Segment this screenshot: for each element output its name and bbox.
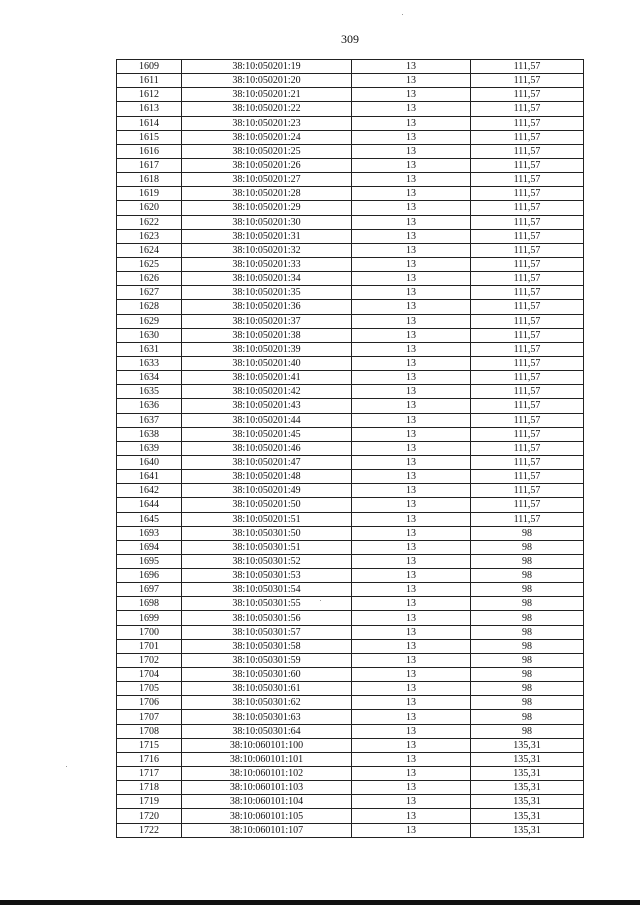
- count-cell: 13: [352, 611, 471, 625]
- value-cell: 98: [471, 583, 584, 597]
- count-cell: 13: [352, 173, 471, 187]
- table-row: [117, 484, 584, 498]
- value-cell: 98: [471, 554, 584, 568]
- row-number-cell: 1620: [117, 201, 182, 215]
- value-cell: 111,57: [471, 74, 584, 88]
- table-row: [117, 300, 584, 314]
- count-cell: 13: [352, 569, 471, 583]
- row-number-cell: 1619: [117, 187, 182, 201]
- cadastral-number-cell: 38:10:050301:59: [182, 653, 352, 667]
- row-number-cell: 1624: [117, 243, 182, 257]
- count-cell: 13: [352, 116, 471, 130]
- cadastral-number-cell: 38:10:050201:44: [182, 413, 352, 427]
- value-cell: 98: [471, 625, 584, 639]
- value-cell: 111,57: [471, 371, 584, 385]
- table-row: [117, 569, 584, 583]
- count-cell: 13: [352, 795, 471, 809]
- table-row: [117, 639, 584, 653]
- table-row: [117, 413, 584, 427]
- cadastral-number-cell: 38:10:050201:41: [182, 371, 352, 385]
- value-cell: 135,31: [471, 795, 584, 809]
- table-row: [117, 272, 584, 286]
- row-number-cell: 1642: [117, 484, 182, 498]
- cadastral-number-cell: 38:10:060101:102: [182, 767, 352, 781]
- row-number-cell: 1616: [117, 144, 182, 158]
- row-number-cell: 1707: [117, 710, 182, 724]
- cadastral-number-cell: 38:10:060101:107: [182, 823, 352, 837]
- row-number-cell: 1613: [117, 102, 182, 116]
- cadastral-number-cell: 38:10:050201:27: [182, 173, 352, 187]
- cadastral-number-cell: 38:10:050301:55: [182, 597, 352, 611]
- count-cell: 13: [352, 215, 471, 229]
- table-row: [117, 187, 584, 201]
- count-cell: 13: [352, 272, 471, 286]
- row-number-cell: 1698: [117, 597, 182, 611]
- table-row: [117, 809, 584, 823]
- value-cell: 135,31: [471, 823, 584, 837]
- cadastral-number-cell: 38:10:050301:56: [182, 611, 352, 625]
- value-cell: 135,31: [471, 809, 584, 823]
- value-cell: 111,57: [471, 88, 584, 102]
- value-cell: 135,31: [471, 738, 584, 752]
- row-number-cell: 1618: [117, 173, 182, 187]
- value-cell: 111,57: [471, 470, 584, 484]
- count-cell: 13: [352, 639, 471, 653]
- row-number-cell: 1611: [117, 74, 182, 88]
- table-row: [117, 60, 584, 74]
- cadastral-number-cell: 38:10:050301:63: [182, 710, 352, 724]
- count-cell: 13: [352, 286, 471, 300]
- value-cell: 111,57: [471, 102, 584, 116]
- cadastral-number-cell: 38:10:050201:35: [182, 286, 352, 300]
- count-cell: 13: [352, 413, 471, 427]
- row-number-cell: 1704: [117, 668, 182, 682]
- count-cell: 13: [352, 470, 471, 484]
- cadastral-number-cell: 38:10:050201:24: [182, 130, 352, 144]
- row-number-cell: 1633: [117, 356, 182, 370]
- value-cell: 111,57: [471, 314, 584, 328]
- cadastral-number-cell: 38:10:050201:23: [182, 116, 352, 130]
- value-cell: 111,57: [471, 356, 584, 370]
- cadastral-number-cell: 38:10:060101:105: [182, 809, 352, 823]
- value-cell: 98: [471, 569, 584, 583]
- cadastral-number-cell: 38:10:050301:57: [182, 625, 352, 639]
- table-row: [117, 385, 584, 399]
- row-number-cell: 1640: [117, 455, 182, 469]
- count-cell: 13: [352, 597, 471, 611]
- cadastral-number-cell: 38:10:050301:64: [182, 724, 352, 738]
- row-number-cell: 1694: [117, 540, 182, 554]
- page-number: 309: [341, 32, 359, 46]
- count-cell: 13: [352, 300, 471, 314]
- count-cell: 13: [352, 88, 471, 102]
- value-cell: 111,57: [471, 257, 584, 271]
- table-row: [117, 738, 584, 752]
- cadastral-number-cell: 38:10:050201:46: [182, 441, 352, 455]
- table-row: [117, 130, 584, 144]
- value-cell: 98: [471, 540, 584, 554]
- value-cell: 111,57: [471, 441, 584, 455]
- row-number-cell: 1715: [117, 738, 182, 752]
- count-cell: 13: [352, 767, 471, 781]
- row-number-cell: 1617: [117, 158, 182, 172]
- row-number-cell: 1719: [117, 795, 182, 809]
- row-number-cell: 1634: [117, 371, 182, 385]
- count-cell: 13: [352, 710, 471, 724]
- cadastral-number-cell: 38:10:050301:52: [182, 554, 352, 568]
- cadastral-number-cell: 38:10:050201:49: [182, 484, 352, 498]
- table-row: [117, 795, 584, 809]
- table-row: [117, 144, 584, 158]
- table-row: [117, 399, 584, 413]
- value-cell: 111,57: [471, 173, 584, 187]
- table-row: [117, 498, 584, 512]
- count-cell: 13: [352, 60, 471, 74]
- cadastral-number-cell: 38:10:060101:100: [182, 738, 352, 752]
- count-cell: 13: [352, 583, 471, 597]
- count-cell: 13: [352, 144, 471, 158]
- value-cell: 98: [471, 668, 584, 682]
- table-body: [117, 60, 584, 838]
- row-number-cell: 1700: [117, 625, 182, 639]
- cadastral-number-cell: 38:10:050201:34: [182, 272, 352, 286]
- table-row: [117, 653, 584, 667]
- cadastral-number-cell: 38:10:050201:19: [182, 60, 352, 74]
- row-number-cell: 1718: [117, 781, 182, 795]
- value-cell: 111,57: [471, 427, 584, 441]
- table-row: [117, 512, 584, 526]
- count-cell: 13: [352, 554, 471, 568]
- value-cell: 135,31: [471, 767, 584, 781]
- cadastral-number-cell: 38:10:050201:20: [182, 74, 352, 88]
- row-number-cell: 1645: [117, 512, 182, 526]
- table-row: [117, 540, 584, 554]
- table-row: [117, 215, 584, 229]
- cadastral-number-cell: 38:10:050201:30: [182, 215, 352, 229]
- row-number-cell: 1625: [117, 257, 182, 271]
- cadastral-number-cell: 38:10:050201:39: [182, 342, 352, 356]
- table-row: [117, 554, 584, 568]
- value-cell: 111,57: [471, 328, 584, 342]
- row-number-cell: 1708: [117, 724, 182, 738]
- cadastral-number-cell: 38:10:050301:60: [182, 668, 352, 682]
- table-row: [117, 158, 584, 172]
- row-number-cell: 1695: [117, 554, 182, 568]
- row-number-cell: 1717: [117, 767, 182, 781]
- value-cell: 98: [471, 724, 584, 738]
- value-cell: 111,57: [471, 60, 584, 74]
- cadastral-number-cell: 38:10:050301:51: [182, 540, 352, 554]
- count-cell: 13: [352, 371, 471, 385]
- table-row: [117, 781, 584, 795]
- row-number-cell: 1626: [117, 272, 182, 286]
- row-number-cell: 1614: [117, 116, 182, 130]
- table-row: [117, 88, 584, 102]
- row-number-cell: 1702: [117, 653, 182, 667]
- table-row: [117, 257, 584, 271]
- table-row: [117, 696, 584, 710]
- value-cell: 98: [471, 597, 584, 611]
- count-cell: 13: [352, 229, 471, 243]
- cadastral-number-cell: 38:10:050201:47: [182, 455, 352, 469]
- row-number-cell: 1706: [117, 696, 182, 710]
- table-row: [117, 710, 584, 724]
- count-cell: 13: [352, 738, 471, 752]
- value-cell: 111,57: [471, 498, 584, 512]
- cadastral-number-cell: 38:10:050201:26: [182, 158, 352, 172]
- cadastral-number-cell: 38:10:050201:38: [182, 328, 352, 342]
- table-row: [117, 342, 584, 356]
- value-cell: 135,31: [471, 781, 584, 795]
- table-row: [117, 243, 584, 257]
- cadastral-number-cell: 38:10:050201:42: [182, 385, 352, 399]
- table-row: [117, 427, 584, 441]
- cadastral-number-cell: 38:10:060101:101: [182, 752, 352, 766]
- table-row: [117, 470, 584, 484]
- count-cell: 13: [352, 187, 471, 201]
- data-table: [116, 59, 584, 838]
- count-cell: 13: [352, 526, 471, 540]
- row-number-cell: 1627: [117, 286, 182, 300]
- cadastral-number-cell: 38:10:050201:43: [182, 399, 352, 413]
- row-number-cell: 1701: [117, 639, 182, 653]
- row-number-cell: 1636: [117, 399, 182, 413]
- count-cell: 13: [352, 130, 471, 144]
- count-cell: 13: [352, 427, 471, 441]
- row-number-cell: 1720: [117, 809, 182, 823]
- scan-speck: [320, 600, 321, 601]
- table-row: [117, 201, 584, 215]
- count-cell: 13: [352, 342, 471, 356]
- cadastral-number-cell: 38:10:050201:40: [182, 356, 352, 370]
- count-cell: 13: [352, 243, 471, 257]
- cadastral-number-cell: 38:10:050201:33: [182, 257, 352, 271]
- row-number-cell: 1699: [117, 611, 182, 625]
- count-cell: 13: [352, 823, 471, 837]
- row-number-cell: 1641: [117, 470, 182, 484]
- value-cell: 111,57: [471, 455, 584, 469]
- value-cell: 111,57: [471, 399, 584, 413]
- value-cell: 111,57: [471, 116, 584, 130]
- cadastral-number-cell: 38:10:050201:32: [182, 243, 352, 257]
- row-number-cell: 1644: [117, 498, 182, 512]
- value-cell: 98: [471, 611, 584, 625]
- value-cell: 111,57: [471, 144, 584, 158]
- count-cell: 13: [352, 668, 471, 682]
- table-row: [117, 371, 584, 385]
- table-row: [117, 455, 584, 469]
- table-row: [117, 526, 584, 540]
- count-cell: 13: [352, 201, 471, 215]
- row-number-cell: 1722: [117, 823, 182, 837]
- cadastral-number-cell: 38:10:050201:36: [182, 300, 352, 314]
- row-number-cell: 1622: [117, 215, 182, 229]
- table-row: [117, 597, 584, 611]
- count-cell: 13: [352, 356, 471, 370]
- cadastral-number-cell: 38:10:050201:45: [182, 427, 352, 441]
- cadastral-number-cell: 38:10:050301:62: [182, 696, 352, 710]
- count-cell: 13: [352, 102, 471, 116]
- cadastral-number-cell: 38:10:050301:53: [182, 569, 352, 583]
- count-cell: 13: [352, 455, 471, 469]
- row-number-cell: 1697: [117, 583, 182, 597]
- value-cell: 111,57: [471, 215, 584, 229]
- scan-speck: [402, 14, 403, 15]
- row-number-cell: 1693: [117, 526, 182, 540]
- table-row: [117, 752, 584, 766]
- row-number-cell: 1637: [117, 413, 182, 427]
- table-row: [117, 767, 584, 781]
- table-row: [117, 173, 584, 187]
- value-cell: 98: [471, 682, 584, 696]
- count-cell: 13: [352, 696, 471, 710]
- table-row: [117, 356, 584, 370]
- table-row: [117, 229, 584, 243]
- count-cell: 13: [352, 158, 471, 172]
- row-number-cell: 1631: [117, 342, 182, 356]
- value-cell: 111,57: [471, 385, 584, 399]
- row-number-cell: 1612: [117, 88, 182, 102]
- value-cell: 98: [471, 710, 584, 724]
- cadastral-number-cell: 38:10:050301:54: [182, 583, 352, 597]
- value-cell: 111,57: [471, 286, 584, 300]
- cadastral-number-cell: 38:10:050201:28: [182, 187, 352, 201]
- row-number-cell: 1629: [117, 314, 182, 328]
- count-cell: 13: [352, 385, 471, 399]
- value-cell: 111,57: [471, 512, 584, 526]
- cadastral-number-cell: 38:10:050301:50: [182, 526, 352, 540]
- count-cell: 13: [352, 399, 471, 413]
- cadastral-number-cell: 38:10:050201:48: [182, 470, 352, 484]
- count-cell: 13: [352, 512, 471, 526]
- row-number-cell: 1628: [117, 300, 182, 314]
- value-cell: 111,57: [471, 158, 584, 172]
- count-cell: 13: [352, 484, 471, 498]
- count-cell: 13: [352, 540, 471, 554]
- count-cell: 13: [352, 314, 471, 328]
- value-cell: 98: [471, 526, 584, 540]
- row-number-cell: 1638: [117, 427, 182, 441]
- cadastral-number-cell: 38:10:050201:31: [182, 229, 352, 243]
- count-cell: 13: [352, 441, 471, 455]
- value-cell: 111,57: [471, 187, 584, 201]
- table-row: [117, 668, 584, 682]
- value-cell: 98: [471, 653, 584, 667]
- scan-edge: [0, 900, 640, 905]
- table-row: [117, 583, 584, 597]
- table-row: [117, 328, 584, 342]
- cadastral-number-cell: 38:10:050201:29: [182, 201, 352, 215]
- value-cell: 111,57: [471, 272, 584, 286]
- count-cell: 13: [352, 74, 471, 88]
- cadastral-number-cell: 38:10:060101:103: [182, 781, 352, 795]
- scan-speck: [66, 766, 67, 767]
- count-cell: 13: [352, 682, 471, 696]
- value-cell: 111,57: [471, 413, 584, 427]
- table-row: [117, 823, 584, 837]
- table-row: [117, 314, 584, 328]
- count-cell: 13: [352, 653, 471, 667]
- table-row: [117, 724, 584, 738]
- row-number-cell: 1705: [117, 682, 182, 696]
- value-cell: 98: [471, 696, 584, 710]
- value-cell: 111,57: [471, 243, 584, 257]
- cadastral-number-cell: 38:10:050201:25: [182, 144, 352, 158]
- table-row: [117, 682, 584, 696]
- cadastral-number-cell: 38:10:050201:50: [182, 498, 352, 512]
- cadastral-number-cell: 38:10:050301:58: [182, 639, 352, 653]
- value-cell: 111,57: [471, 130, 584, 144]
- count-cell: 13: [352, 328, 471, 342]
- value-cell: 111,57: [471, 300, 584, 314]
- row-number-cell: 1615: [117, 130, 182, 144]
- cadastral-number-cell: 38:10:060101:104: [182, 795, 352, 809]
- row-number-cell: 1635: [117, 385, 182, 399]
- cadastral-number-cell: 38:10:050201:37: [182, 314, 352, 328]
- value-cell: 98: [471, 639, 584, 653]
- table-row: [117, 286, 584, 300]
- cadastral-number-cell: 38:10:050201:51: [182, 512, 352, 526]
- count-cell: 13: [352, 498, 471, 512]
- row-number-cell: 1716: [117, 752, 182, 766]
- count-cell: 13: [352, 781, 471, 795]
- row-number-cell: 1696: [117, 569, 182, 583]
- row-number-cell: 1623: [117, 229, 182, 243]
- table-row: [117, 74, 584, 88]
- count-cell: 13: [352, 625, 471, 639]
- row-number-cell: 1609: [117, 60, 182, 74]
- table-row: [117, 611, 584, 625]
- value-cell: 111,57: [471, 342, 584, 356]
- value-cell: 135,31: [471, 752, 584, 766]
- count-cell: 13: [352, 724, 471, 738]
- cadastral-number-cell: 38:10:050201:21: [182, 88, 352, 102]
- table-row: [117, 102, 584, 116]
- table-row: [117, 116, 584, 130]
- table-row: [117, 625, 584, 639]
- count-cell: 13: [352, 257, 471, 271]
- value-cell: 111,57: [471, 201, 584, 215]
- table-row: [117, 441, 584, 455]
- row-number-cell: 1639: [117, 441, 182, 455]
- count-cell: 13: [352, 809, 471, 823]
- row-number-cell: 1630: [117, 328, 182, 342]
- cadastral-number-cell: 38:10:050201:22: [182, 102, 352, 116]
- value-cell: 111,57: [471, 484, 584, 498]
- cadastral-number-cell: 38:10:050301:61: [182, 682, 352, 696]
- value-cell: 111,57: [471, 229, 584, 243]
- count-cell: 13: [352, 752, 471, 766]
